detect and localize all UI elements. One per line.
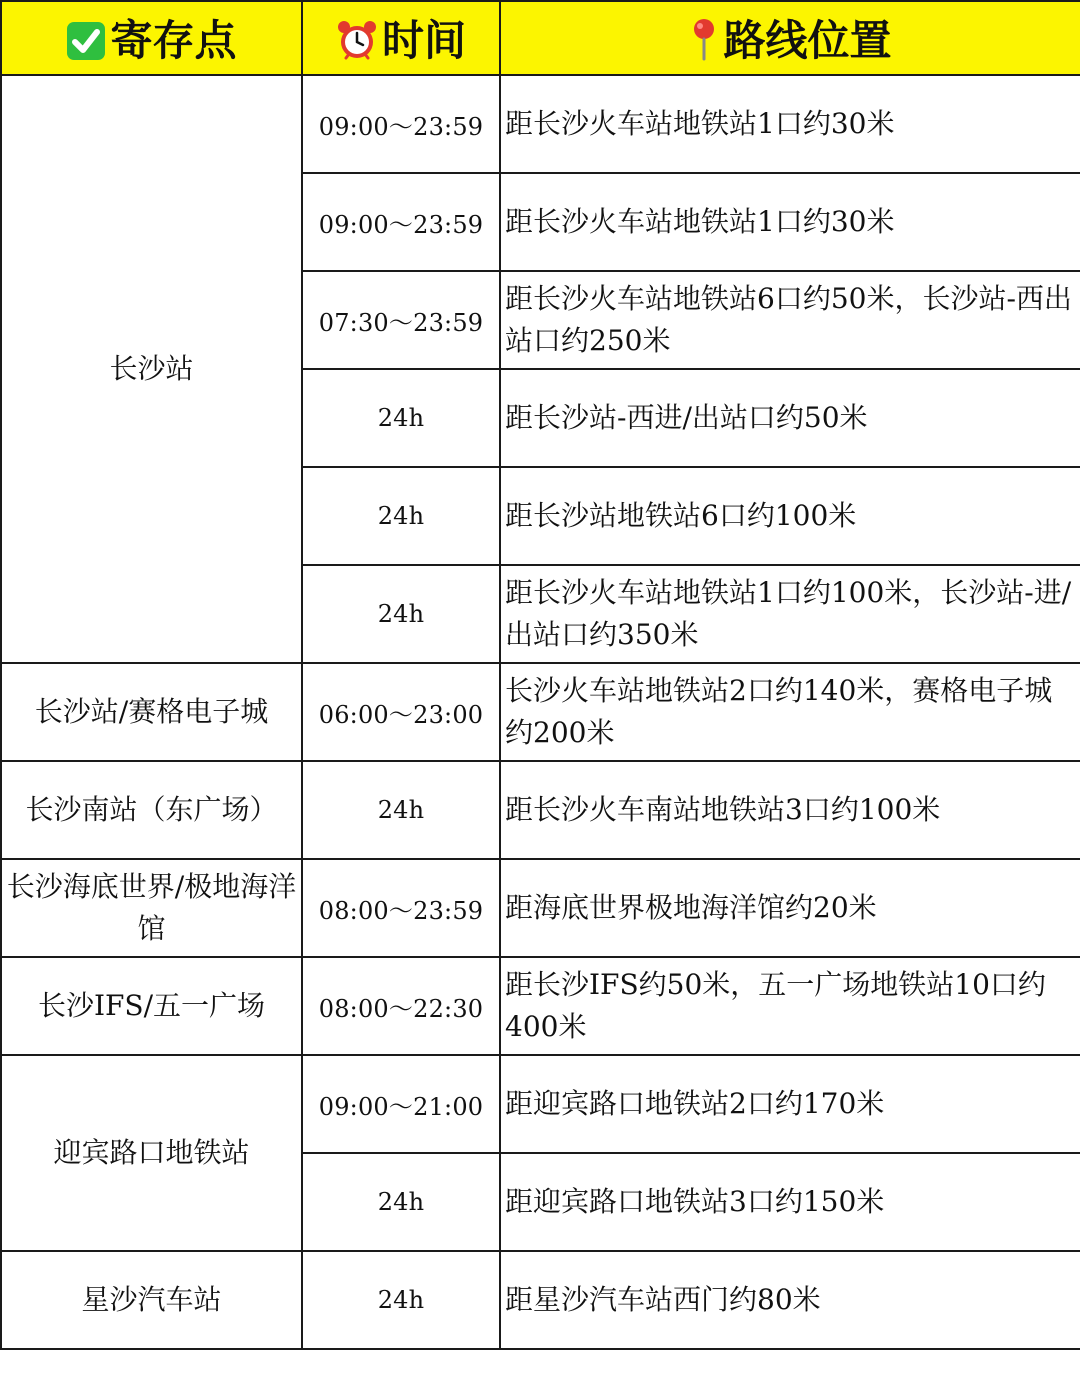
route-cell: 距迎宾路口地铁站3口约150米 (500, 1153, 1080, 1251)
time-cell: 09:00～21:00 (302, 1055, 500, 1153)
route-cell: 距长沙站地铁站6口约100米 (500, 467, 1080, 565)
location-cell: 长沙海底世界/极地海洋馆 (1, 859, 302, 957)
route-cell: 距长沙火车站地铁站6口约50米，长沙站-西出站口约250米 (500, 271, 1080, 369)
route-cell: 距长沙火车南站地铁站3口约100米 (500, 761, 1080, 859)
table-row (1, 859, 1080, 957)
location-cell: 星沙汽车站 (1, 1251, 302, 1349)
route-cell: 距长沙IFS约50米，五一广场地铁站10口约400米 (500, 957, 1080, 1055)
header-location-label: 寄存点 (110, 16, 237, 65)
table-row (1, 761, 1080, 859)
time-cell: 08:00～23:59 (302, 859, 500, 957)
time-cell: 06:00～23:00 (302, 663, 500, 761)
table-row (1, 663, 1080, 761)
table-row (1, 1251, 1080, 1349)
location-cell: 长沙站/赛格电子城 (1, 663, 302, 761)
header-row (1, 1, 1080, 75)
table-row (1, 957, 1080, 1055)
time-cell: 24h (302, 761, 500, 859)
header-time (302, 1, 500, 75)
location-cell: 迎宾路口地铁站 (1, 1055, 302, 1251)
time-cell: 24h (302, 1251, 500, 1349)
header-route (500, 1, 1080, 75)
route-cell: 距迎宾路口地铁站2口约170米 (500, 1055, 1080, 1153)
route-cell: 长沙火车站地铁站2口约140米，赛格电子城约200米 (500, 663, 1080, 761)
header-route-label: 路线位置 (723, 16, 892, 65)
location-cell: 长沙站 (1, 75, 302, 663)
header-location (1, 1, 302, 75)
header-time-label: 时间 (381, 16, 466, 65)
route-cell: 距星沙汽车站西门约80米 (500, 1251, 1080, 1349)
location-cell: 长沙南站（东广场） (1, 761, 302, 859)
location-cell: 长沙IFS/五一广场 (1, 957, 302, 1055)
time-cell: 24h (302, 467, 500, 565)
time-cell: 08:00～22:30 (302, 957, 500, 1055)
check-mark-icon (66, 21, 106, 61)
route-cell: 距长沙火车站地铁站1口约100米，长沙站-进/出站口约350米 (500, 565, 1080, 663)
route-cell: 距长沙站-西进/出站口约50米 (500, 369, 1080, 467)
route-cell: 距海底世界极地海洋馆约20米 (500, 859, 1080, 957)
time-cell: 24h (302, 565, 500, 663)
route-cell: 距长沙火车站地铁站1口约30米 (500, 75, 1080, 173)
table-row (1, 75, 1080, 173)
time-cell: 07:30～23:59 (302, 271, 500, 369)
time-cell: 24h (302, 1153, 500, 1251)
time-cell: 09:00～23:59 (302, 173, 500, 271)
map-pin-icon (689, 17, 719, 61)
table-row (1, 1055, 1080, 1153)
alarm-clock-icon (336, 19, 378, 61)
route-cell: 距长沙火车站地铁站1口约30米 (500, 173, 1080, 271)
time-cell: 09:00～23:59 (302, 75, 500, 173)
time-cell: 24h (302, 369, 500, 467)
